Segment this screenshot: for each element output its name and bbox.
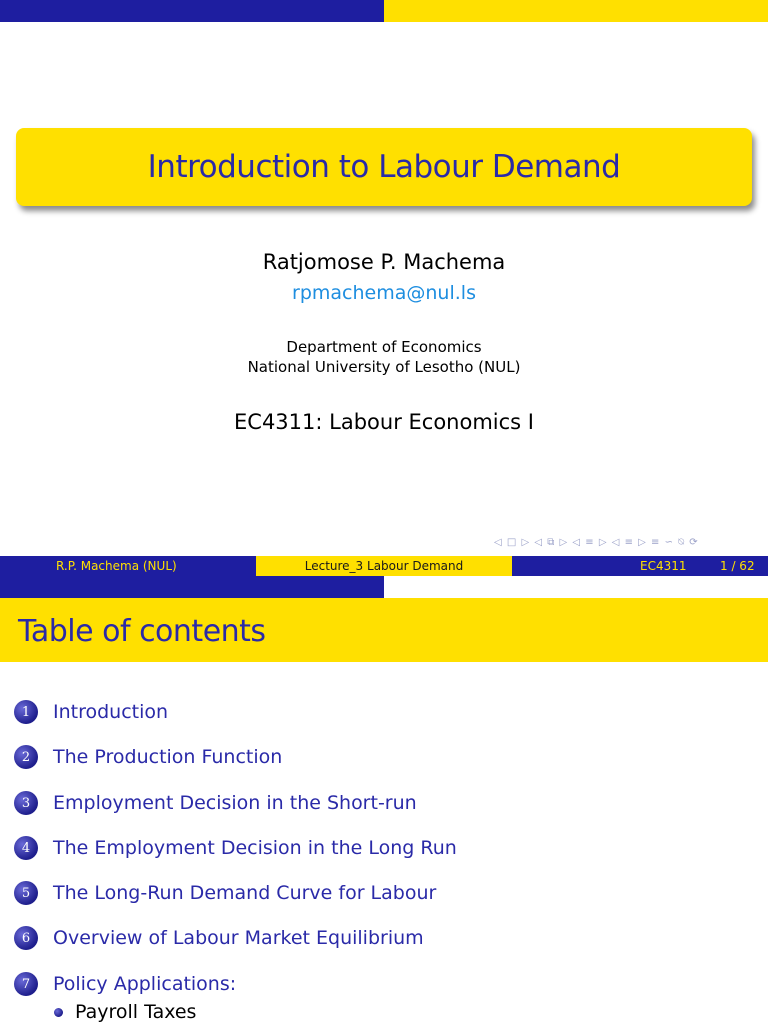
- toc-item-1[interactable]: [14, 698, 168, 726]
- department: Department of Economics: [286, 338, 482, 356]
- toc-item-4[interactable]: [14, 834, 457, 862]
- toc-number-badge: 2: [14, 745, 38, 769]
- bullet-icon: [54, 1008, 63, 1017]
- toc-label[interactable]: The Production Function: [53, 746, 283, 768]
- presentation-title: Introduction to Labour Demand: [147, 149, 621, 185]
- beamer-navigation-icons[interactable]: ◁ □ ▷ ◁ ⧉ ▷ ◁ ≡ ▷ ◁ ≡ ▷ ≡ ∽ ⍉ ⟳: [494, 537, 699, 548]
- footer-lecture: Lecture_3 Labour Demand: [256, 556, 512, 576]
- toc-number-badge: 1: [14, 700, 38, 724]
- title-box: [16, 128, 752, 206]
- toc-item-6[interactable]: [14, 924, 424, 952]
- footer-left: [0, 556, 256, 576]
- toc-number-badge: 4: [14, 836, 38, 860]
- toc-label[interactable]: The Employment Decision in the Long Run: [53, 837, 457, 859]
- slide-footer: [0, 556, 768, 576]
- author-name: Ratjomose P. Machema: [262, 250, 506, 274]
- toc-number-badge: 3: [14, 791, 38, 815]
- top-bar-yellow: [384, 0, 768, 22]
- toc-number-badge: 7: [14, 972, 38, 996]
- top-bar-navy: [0, 576, 384, 598]
- toc-label[interactable]: Overview of Labour Market Equilibrium: [53, 927, 424, 949]
- toc-number-badge: 5: [14, 881, 38, 905]
- footer-right: [512, 556, 768, 576]
- frame-title: Table of contents: [18, 614, 266, 649]
- toc-item-5[interactable]: [14, 879, 436, 907]
- author-email-link[interactable]: rpmachema@nul.ls: [292, 282, 476, 304]
- footer-author: R.P. Machema (NUL): [56, 559, 177, 573]
- toc-label[interactable]: Introduction: [53, 701, 169, 723]
- footer-course-code: EC4311: [640, 559, 687, 573]
- toc-label[interactable]: Policy Applications:: [53, 973, 237, 995]
- university: National University of Lesotho (NUL): [247, 358, 521, 376]
- footer-page-number: 1 / 62: [720, 559, 755, 573]
- toc-label[interactable]: Employment Decision in the Short-run: [53, 792, 417, 814]
- toc-label[interactable]: The Long-Run Demand Curve for Labour: [53, 882, 437, 904]
- toc-subitem-1[interactable]: [54, 1000, 196, 1024]
- course-title: EC4311: Labour Economics I: [234, 410, 534, 434]
- top-bar-navy: [0, 0, 384, 22]
- toc-number-badge: 6: [14, 926, 38, 950]
- toc-item-2[interactable]: [14, 743, 282, 771]
- toc-subitem-label[interactable]: Payroll Taxes: [75, 1001, 197, 1023]
- toc-item-3[interactable]: [14, 789, 417, 817]
- toc-slide: [0, 576, 768, 1024]
- toc-item-7[interactable]: [14, 970, 236, 998]
